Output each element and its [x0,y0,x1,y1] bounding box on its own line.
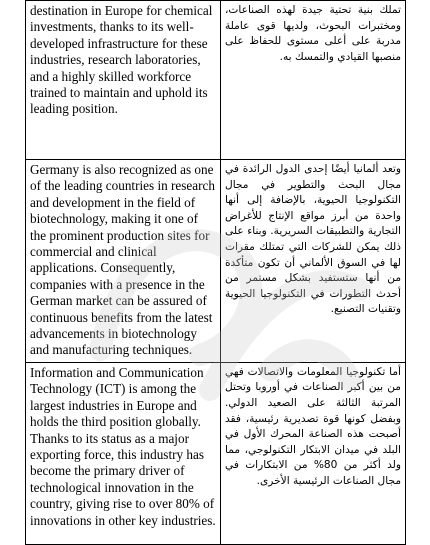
bilingual-translation-table [25,0,406,545]
arabic-cell: وتعد ألمانيا أيضًا إحدى الدول الرائدة في مجال البحث والتطوير في مجال التكنولوجيا الحيوية، بالإضافة إلى أنها واحدة من أبرز مواقع الإنتاج للأغراض التجارية والتطبيقات السريرية. وبناء على ذلك يمكن للشركات التي تمتلك مقرات لها في السوق الألماني أن تكون متأكدة من أنها ستستفيد بشكل مستمر من أحدث التطورات في التكنولوجيا الحيوية وتقنيات التصنيع. [221,160,406,363]
table-row [26,1,406,160]
arabic-cell: تملك بنية تحتية جيدة لهذه الصناعات، ومختبرات البحوث، ولديها قوى عاملة مدربة على أعلى مستوى للحفاظ على منصبها القيادي والتمسك به. [221,1,406,160]
english-cell: destination in Europe for chemical investments, thanks to its well-developed infrastructure for these industries, research laboratories, and a highly skilled workforce trained to maintain and uphold its leading position. [26,1,221,160]
english-cell: Germany is also recognized as one of the leading countries in research and development in the field of biotechnology, making it one of the prominent production sites for commercial and clinical applications. Consequently, companies with a presence in the German market can be assured of continuous benefits from the latest advancements in biotechnology and manufacturing techniques. [26,160,221,363]
arabic-cell: أما تكنولوجيا المعلومات والاتصالات فهي من بين أكبر الصناعات في أوروبا وتحتل المرتبة الثالثة على الصعيد الدولي. وبفضل كونها قوة تصديرية رئيسية، فقد أصبحت هذه الصناعة المحرك الأول في البلد في ميدان الابتكار التكنولوجي، مما ولد أكثر من 80% من الابتكارات في مجال الصناعات الرئيسية الأخرى. [221,362,406,544]
table-row [26,160,406,363]
table-row [26,362,406,544]
english-cell: Information and Communication Technology (ICT) is among the largest industries in Europe and holds the third position globally. Thanks to its status as a major exporting force, this industry has become the primary driver of technological innovation in the country, giving rise to over 80% of innovations in other key industries. [26,362,221,544]
